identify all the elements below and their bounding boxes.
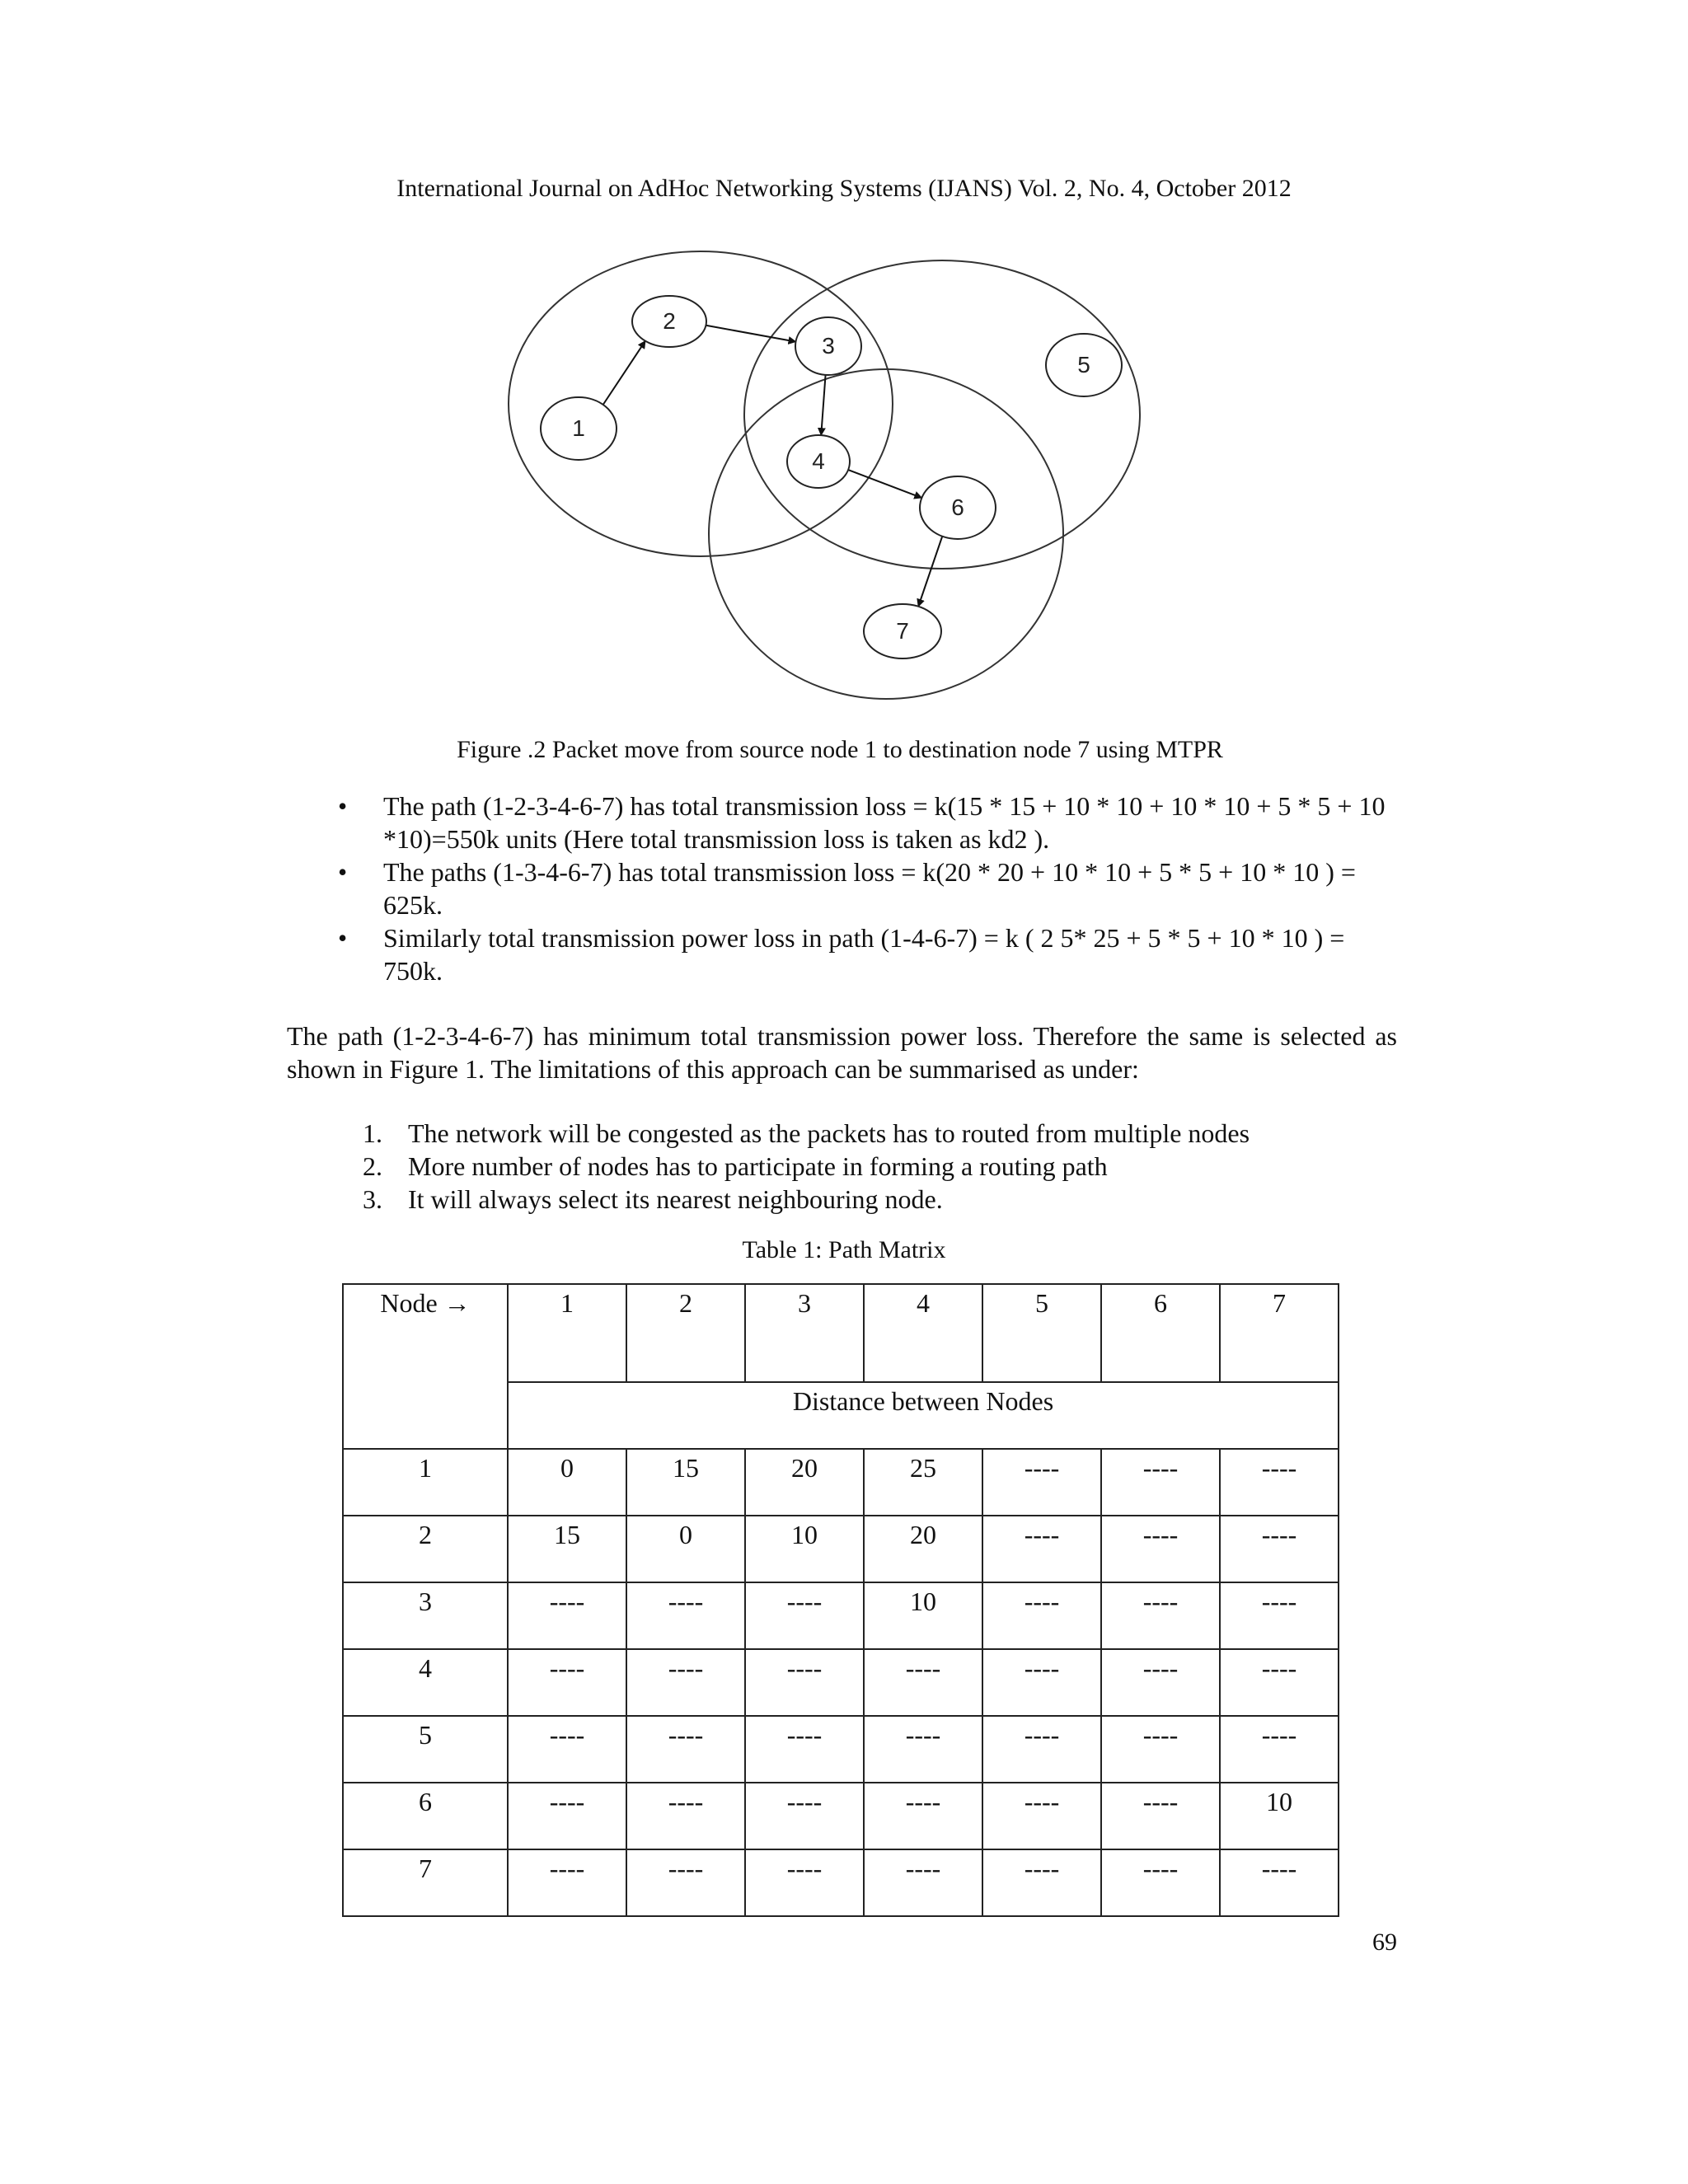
bullet-text: Similarly total transmission power loss in path (1-4-6-7) = k ( 2 5* 25 + 5 * 5 + 10 * 10 ) = 750k. [383,923,1345,986]
column-header: 6 [1101,1284,1220,1382]
table-cell: ---- [982,1849,1101,1916]
table-cell: ---- [864,1649,982,1716]
table-cell: ---- [745,1849,864,1916]
bullet-marker: • [338,923,348,953]
row-node-label: 7 [343,1849,508,1916]
table-cell: ---- [864,1849,982,1916]
bullet-item [338,921,1397,987]
table-cell: ---- [1101,1649,1220,1716]
limitation-text: The network will be congested as the packets has to routed from multiple nodes [408,1118,1250,1148]
column-header: 5 [982,1284,1101,1382]
limitation-item [363,1150,1401,1183]
list-number: 2. [363,1151,382,1181]
table-cell: ---- [982,1516,1101,1582]
table-cell: ---- [745,1716,864,1783]
bullet-item [338,855,1397,921]
table-cell: ---- [626,1716,745,1783]
figure-caption-text: Figure .2 Packet move from source node 1 to destination node 7 using MTPR [457,736,1223,763]
table-cell: ---- [1101,1516,1220,1582]
node-3 [795,317,861,375]
table-cell: ---- [626,1582,745,1649]
table-cell: ---- [1220,1449,1339,1516]
table-cell: ---- [508,1849,626,1916]
bullet-text: The path (1-2-3-4-6-7) has total transmission loss = k(15 * 15 + 10 * 10 + 10 * 10 + 5 * 5 + 10 *10)=550k units (Here total transmission loss is taken as kd2 ). [383,791,1386,854]
limitation-item [363,1183,1401,1216]
row-node-label: 5 [343,1716,508,1783]
table-cell: ---- [982,1716,1101,1783]
edge-arrow-6-7 [918,537,942,607]
table-cell: ---- [1101,1849,1220,1916]
table-cell: ---- [508,1582,626,1649]
column-header: 3 [745,1284,864,1382]
row-node-label: 6 [343,1783,508,1849]
table-cell: ---- [1220,1649,1339,1716]
row-node-label: 4 [343,1649,508,1716]
table-cell: ---- [508,1783,626,1849]
node-1 [541,397,617,460]
network-diagram [495,246,1187,707]
node-label: 2 [663,308,676,334]
bullet-text: The paths (1-3-4-6-7) has total transmission loss = k(20 * 20 + 10 * 10 + 5 * 5 + 10 * 10 ) = 625k. [383,857,1356,920]
edge-arrow-4-6 [848,470,921,498]
table-cell: ---- [626,1649,745,1716]
table-cell: ---- [982,1649,1101,1716]
table-cell: ---- [1101,1783,1220,1849]
table-cell: ---- [745,1649,864,1716]
edge-arrow-1-2 [603,341,645,405]
bullet-marker: • [338,791,348,821]
table-cell: ---- [745,1783,864,1849]
table-cell: ---- [1220,1582,1339,1649]
table-row [343,1449,1339,1516]
figure-caption [0,736,1688,764]
table-cell: 15 [508,1516,626,1582]
table-cell: ---- [1220,1516,1339,1582]
node-label: 1 [572,415,585,441]
path-matrix-table [342,1283,1339,1917]
node-5 [1046,334,1122,396]
row-node-label: 3 [343,1582,508,1649]
node-label: 4 [812,448,825,474]
table-cell: ---- [1101,1716,1220,1783]
table-cell: ---- [745,1582,864,1649]
node-label: 5 [1077,352,1090,377]
table-row [343,1849,1339,1916]
table-cell: 25 [864,1449,982,1516]
table-cell: ---- [508,1716,626,1783]
row-node-label: 1 [343,1449,508,1516]
table-cell: ---- [508,1649,626,1716]
table-cell: ---- [982,1783,1101,1849]
table-cell: ---- [1220,1849,1339,1916]
column-header: 1 [508,1284,626,1382]
table-cell: ---- [1101,1582,1220,1649]
table-row [343,1716,1339,1783]
table-cell: 10 [745,1516,864,1582]
bullet-item [338,790,1397,855]
bullet-list [338,790,1397,987]
edge-arrow-3-4 [821,375,825,435]
list-number: 1. [363,1118,382,1148]
table-cell: ---- [1101,1449,1220,1516]
list-number: 3. [363,1184,382,1214]
table-cell: 20 [864,1516,982,1582]
table-cell: 15 [626,1449,745,1516]
limitation-text: More number of nodes has to participate in forming a routing path [408,1151,1108,1181]
table-cell: ---- [1220,1716,1339,1783]
node-2 [632,296,706,347]
page-number: 69 [1372,1929,1397,1956]
table-cell: 20 [745,1449,864,1516]
body-paragraph: The path (1-2-3-4-6-7) has minimum total transmission power loss. Therefore the same is selected as shown in Figure 1. The limitations of this approach can be summarised as under: [287,1021,1397,1084]
bullet-marker: • [338,857,348,887]
node-label: 3 [822,333,835,359]
node-7 [864,604,941,658]
table-cell: ---- [864,1783,982,1849]
column-header: 7 [1220,1284,1339,1382]
table-cell: ---- [982,1582,1101,1649]
table-cell: ---- [626,1783,745,1849]
node-label: 7 [896,618,909,644]
table-row [343,1582,1339,1649]
table-cell: 10 [864,1582,982,1649]
limitation-text: It will always select its nearest neighbouring node. [408,1184,943,1214]
table-cell: ---- [864,1716,982,1783]
table-cell: ---- [982,1449,1101,1516]
table-row [343,1516,1339,1582]
column-header: 4 [864,1284,982,1382]
table-corner-cell: Node → [343,1284,508,1449]
node-4 [787,435,850,488]
table-row [343,1783,1339,1849]
table-cell: 10 [1220,1783,1339,1849]
limitations-list [363,1117,1401,1216]
row-node-label: 2 [343,1516,508,1582]
table-row [343,1649,1339,1716]
table-header-row [343,1284,1339,1382]
limitation-item [363,1117,1401,1150]
table-cell: ---- [626,1849,745,1916]
table-caption: Table 1: Path Matrix [742,1236,946,1263]
table-cell: 0 [626,1516,745,1582]
distance-subheader: Distance between Nodes [508,1382,1339,1449]
node-label: 6 [951,494,964,520]
column-header: 2 [626,1284,745,1382]
node-6 [920,476,996,539]
edge-arrow-2-3 [706,326,795,342]
nodes-group [541,296,1122,658]
table-cell: 0 [508,1449,626,1516]
journal-header: International Journal on AdHoc Networking Systems (IJANS) Vol. 2, No. 4, October 2012 [396,175,1292,202]
